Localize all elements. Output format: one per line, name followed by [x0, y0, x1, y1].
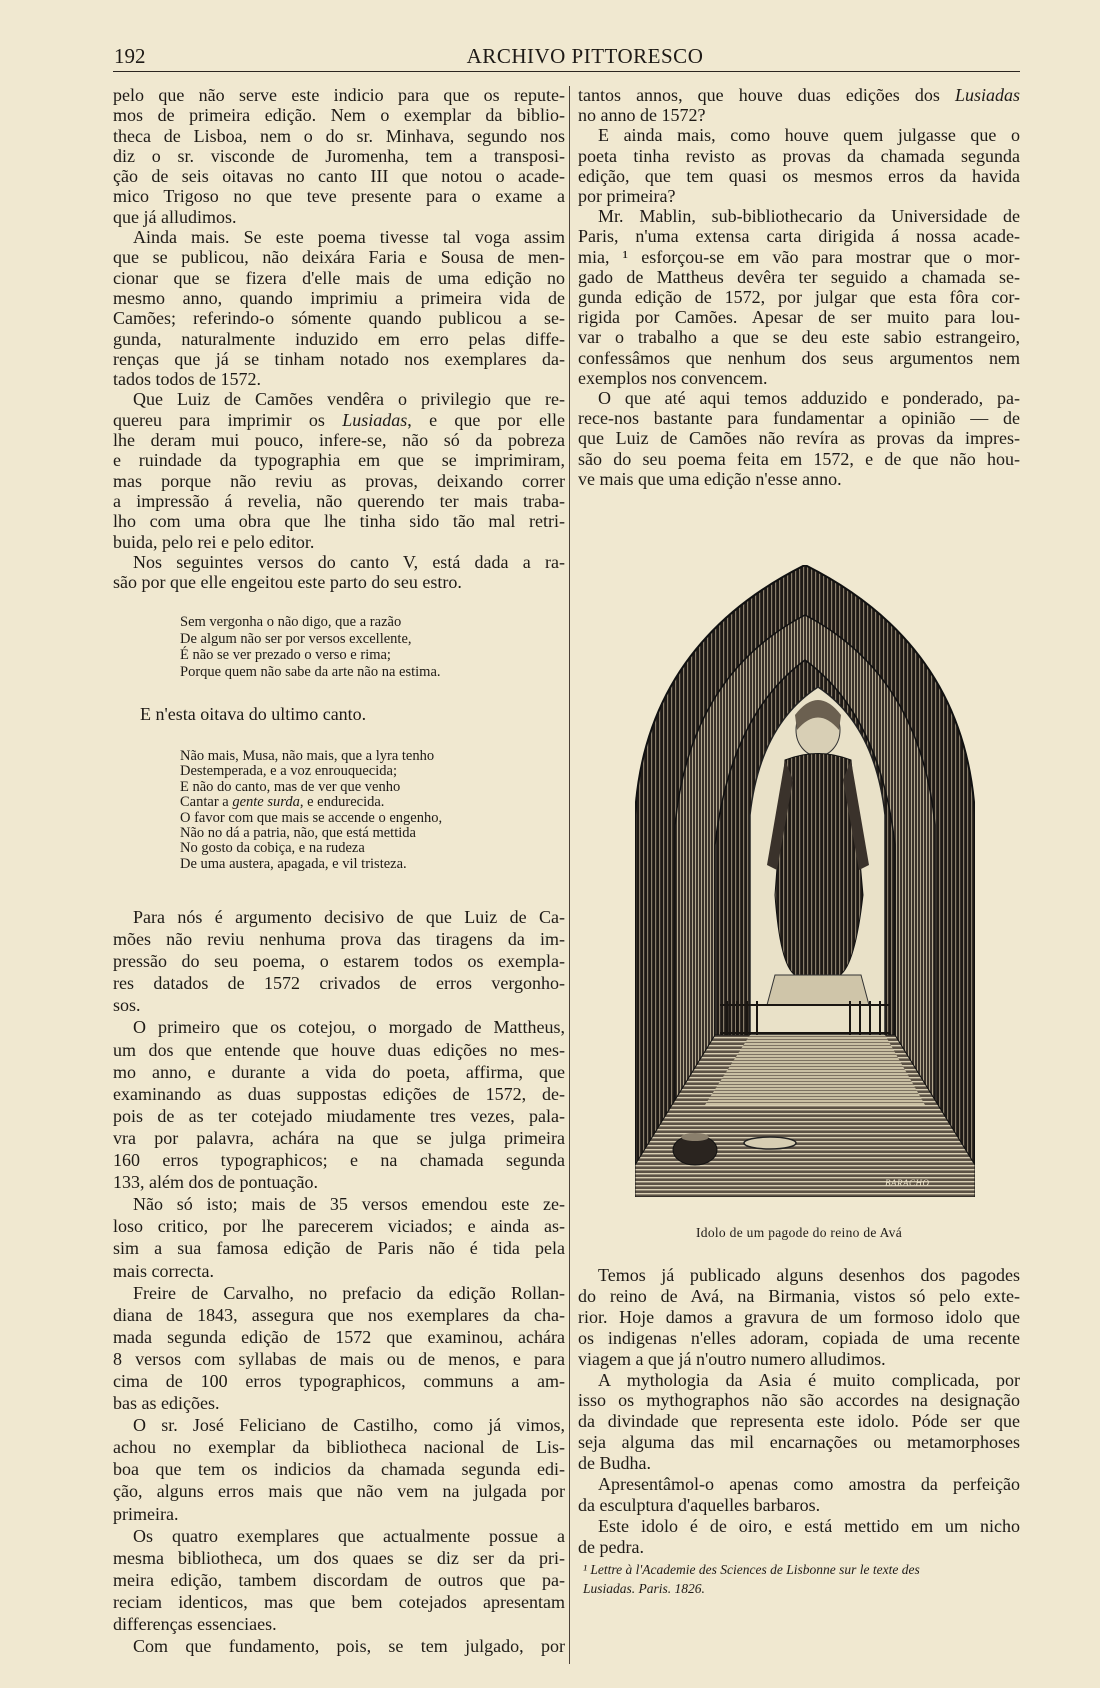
text-line: mos de primeira edição. Nem o exemplar da biblio- — [113, 105, 565, 126]
text-line: mo anno, e durante a vida do poeta, affirma, que — [113, 1061, 565, 1082]
text-line: ve mais que uma edição n'esse anno. — [578, 468, 842, 489]
text-line: gunda edição de 1572, por julgar que esta fôra cor- — [578, 287, 1020, 308]
text-line: os indigenas n'elles adoram, copiada de uma recente — [578, 1327, 1020, 1348]
text-line: do reino de Avá, na Birmania, vistos só pelo exte- — [578, 1285, 1020, 1306]
text-line — [578, 85, 1020, 105]
illustration-caption: Idolo de um pagode do reino de Avá — [695, 1225, 903, 1240]
text-line: cionar que se fizera d'elle mais de uma edição no — [113, 267, 565, 288]
engraving-idol-illustration — [635, 565, 975, 1197]
paragraph — [578, 388, 1020, 489]
column-divider — [569, 86, 570, 1664]
text-line: a impressão á revelia, não querendo ter mais traba- — [113, 490, 565, 511]
paragraph — [578, 206, 1020, 388]
paragraph — [113, 85, 565, 227]
paragraph — [578, 1370, 1020, 1475]
text-line: O sr. José Feliciano de Castilho, como já vimos, — [133, 1415, 565, 1436]
text-line: mesmo anno, quando imprimiu a primeira vida de — [113, 287, 565, 308]
text-span: , e que por elle — [407, 409, 565, 430]
text-line: meira edição, tambem discordam de outros que pa- — [113, 1569, 565, 1590]
text-line: edição, que tem quasi os mesmos erros da havida — [578, 165, 1020, 186]
text-line: isso os mythographos não são accordes na designação — [578, 1390, 1020, 1411]
text-line: seja alguma das mil encarnações ou metamorphoses — [578, 1432, 1020, 1453]
text-line: differenças essenciaes. — [113, 1614, 277, 1634]
text-line: mia, ¹ esforçou-se em vão para mostrar que o mor- — [578, 246, 1020, 267]
verse-quote-last-canto — [180, 749, 442, 872]
text-line: A mythologia da Asia é muito complicada, por — [598, 1369, 1020, 1390]
text-line: ção, alguns erros mais que não vem na julgada por — [113, 1481, 565, 1502]
right-column-top-text — [578, 85, 1020, 489]
text-line: O primeiro que os cotejou, o morgado de Mattheus, — [133, 1017, 565, 1038]
header-rule — [113, 71, 1020, 72]
text-line: Camões; referindo-o sómente quando publicou a se- — [113, 308, 565, 329]
text-line: Não mais, Musa, não mais, que a lyra tenho — [180, 748, 435, 764]
text-line: Não só isto; mais de 35 versos emendou este ze- — [133, 1194, 565, 1215]
text-span: quereu para imprimir os — [113, 409, 343, 430]
text-line: O que até aqui temos adduzido e ponderado, pa- — [598, 388, 1020, 409]
paragraph — [578, 125, 1020, 206]
text-line: renças que já se tinham notado nos exemplares da- — [113, 348, 565, 369]
text-line: exemplos nos convencem. — [578, 367, 768, 388]
footnote — [583, 1560, 1020, 1598]
text-line: ção de seis oitavas no canto III que notou o acade- — [113, 166, 565, 187]
text-line: 160 erros typographicos; e na chamada segunda — [113, 1150, 565, 1171]
italic-title: Lusiadas — [342, 409, 408, 430]
text-line: mas porque não reviu as provas, deixando correr — [113, 470, 565, 491]
text-line: que se publicou, não deixára Faria e Sousa de men- — [113, 247, 565, 268]
text-line: de Budha. — [578, 1453, 651, 1474]
text-line: Ainda mais. Se este poema tivesse tal voga assim — [133, 227, 565, 248]
text-line: Não no dá a patria, não, que está mettida — [180, 825, 416, 842]
paragraph — [113, 906, 565, 1016]
text-line: lho com uma obra que lhe tinha sido tão mal retri- — [113, 511, 565, 532]
text-line: O favor com que mais se accende o engenho, — [180, 809, 443, 826]
text-line: e ruindade da typographia em que se imprimiram, — [113, 450, 565, 471]
text-line: que Luiz de Camões não revíra as provas da impres- — [578, 428, 1020, 449]
text-line: vra por palavra, achára na que se julga primeira — [113, 1127, 565, 1148]
text-line: Paris, n'uma extensa carta dirigida á nossa acade- — [578, 226, 1020, 247]
pagoda-idol-engraving — [635, 565, 975, 1197]
text-line: viagem a que já n'outro numero alludimos. — [578, 1348, 886, 1369]
right-column-bottom-text — [578, 1265, 1020, 1558]
text-line: por primeira? — [578, 186, 676, 207]
text-line: Temos já publicado alguns desenhos dos pagodes — [598, 1265, 1020, 1285]
text-line: reciam identicos, mas que bem cotejados apresentam — [113, 1591, 565, 1612]
running-title: ARCHIVO PITTORESCO — [466, 44, 704, 68]
text-line: loso critico, por lhe parecerem viciados; e ainda as- — [113, 1216, 565, 1237]
text-line: rior. Hoje damos a gravura de um formoso idolo que — [578, 1306, 1020, 1327]
text-line: Nos seguintes versos do canto V, está dada a ra- — [133, 551, 565, 572]
text-line: É não se ver prezado o verso e rima; — [180, 647, 391, 663]
text-line: De uma austera, apagada, e vil tristeza. — [180, 855, 407, 872]
text-line: E não do canto, mas de ver que venho — [180, 778, 401, 795]
text-line: um dos que entende que houve duas edições no mes- — [113, 1039, 565, 1060]
text-line: ¹ Lettre à l'Academie des Sciences de Lisbonne sur le texte des — [583, 1562, 920, 1577]
text-line: Com que fundamento, pois, se tem julgado, por — [133, 1636, 565, 1657]
text-line: boa que tem os indicios da chamada segunda edi- — [113, 1459, 565, 1480]
paragraph — [578, 1516, 1020, 1558]
text-line: confessâmos que nenhum dos seus argumentos nem — [578, 347, 1020, 368]
italic-title: Lusiadas — [954, 85, 1020, 105]
text-line: pelo que não serve este indicio para que os repute- — [113, 85, 565, 105]
paragraph — [180, 749, 442, 872]
text-line: da esculptura d'aquelles barbaros. — [578, 1494, 821, 1515]
text-line: tados todos de 1572. — [113, 369, 261, 390]
paragraph — [583, 1560, 1020, 1598]
text-line: 133, além dos de pontuação. — [113, 1172, 318, 1193]
text-span: , e endurecida. — [299, 794, 385, 811]
text-line — [180, 795, 442, 810]
text-line: cima de 100 erros typographicos, communs a am- — [113, 1370, 565, 1391]
left-column-top-text — [113, 85, 565, 592]
text-line: Porque quem não sabe da arte não na estima. — [180, 663, 441, 680]
paragraph — [113, 389, 565, 551]
text-line: Freire de Carvalho, no prefacio da edição Rollan- — [133, 1282, 565, 1303]
paragraph — [113, 1193, 565, 1281]
text-line: mões não reviu nenhuma prova das tiragens da im- — [113, 929, 565, 950]
text-line: primeira. — [113, 1503, 179, 1524]
text-line: diz o sr. visconde de Juromenha, tem a transposi- — [113, 145, 565, 166]
text-line: 8 versos com syllabas de mais ou de menos, e para — [113, 1348, 565, 1369]
page-number: 192 — [114, 44, 146, 68]
text-line: Destemperada, e a voz enrouquecida; — [180, 763, 397, 780]
text-line: sim a sua famosa edição de Paris não é tida pela — [113, 1238, 565, 1259]
text-line: res datados de 1572 crivados de erros vergonho- — [113, 973, 565, 994]
italic-title: gente surda — [232, 794, 300, 811]
left-column-bottom-text — [113, 906, 565, 1657]
text-line: bas as edições. — [113, 1393, 220, 1414]
text-line: mico Trigoso no que teve presente para o exame a — [113, 186, 565, 207]
text-line: lhe deram mui pouco, infere-se, não só da pobreza — [113, 430, 565, 451]
text-line: pois de as ter cotejado miudamente tres vezes, pala- — [113, 1105, 565, 1126]
paragraph — [113, 1635, 565, 1657]
text-line: são por que elle engeitou este parto do seu estro. — [113, 572, 462, 593]
text-line: Lusiadas. Paris. 1826. — [583, 1581, 705, 1596]
text-span: tantos annos, que houve duas edições dos — [578, 85, 955, 105]
text-line: achou no exemplar da bibliotheca nacional de Lis- — [113, 1437, 565, 1458]
text-line: mesma bibliotheca, um dos quaes se diz ser da pri- — [113, 1547, 565, 1568]
text-line: pressão do seu poema, o estarem todos os exempla- — [113, 951, 565, 972]
paragraph — [578, 85, 1020, 125]
paragraph — [113, 1282, 565, 1415]
text-line: que já alludimos. — [113, 206, 237, 227]
text-line: buida, pelo rei e pelo editor. — [113, 531, 315, 552]
text-line: Este idolo é de oiro, e está mettido em um nicho — [598, 1515, 1020, 1536]
text-line: são do seu poema feita em 1572, e de que não hou- — [578, 448, 1020, 469]
paragraph — [113, 1525, 565, 1635]
paragraph — [113, 227, 565, 389]
text-line: No gosto da cobiça, e na rudeza — [180, 840, 365, 857]
text-line: rece-nos bastante para fundamentar a opinião — de — [578, 408, 1020, 429]
text-line: mada segunda edição de 1572 que examinou, achára — [113, 1326, 565, 1347]
paragraph — [113, 1414, 565, 1524]
text-line: no anno de 1572? — [578, 105, 706, 126]
paragraph — [578, 1265, 1020, 1370]
text-line: rigida por Camões. Apesar de ser muito para lou- — [578, 307, 1020, 328]
text-line: mais correcta. — [113, 1260, 214, 1281]
text-line: E ainda mais, como houve quem julgasse que o — [598, 125, 1020, 146]
paragraph — [113, 552, 565, 593]
text-line: gunda, naturalmente induzido em erro pelas diffe- — [113, 328, 565, 349]
text-line: var o trabalho a que se deu este sabio estrangeiro, — [578, 327, 1020, 348]
text-line: sos. — [113, 995, 141, 1016]
text-line: theca de Lisboa, nem o do sr. Minhava, segundo nos — [113, 125, 565, 146]
text-line: de pedra. — [578, 1536, 644, 1557]
text-line: gado de Mattheus devêra ter seguido a chamada se- — [578, 266, 1020, 287]
text-line: Para nós é argumento decisivo de que Luiz de Ca- — [133, 907, 565, 927]
text-span: Cantar a — [180, 794, 233, 811]
paragraph — [578, 1474, 1020, 1516]
text-line: poeta tinha revisto as provas da chamada segunda — [578, 145, 1020, 166]
text-line: diana de 1843, assegura que nos exemplares da cha- — [113, 1304, 565, 1325]
text-line: Sem vergonha o não digo, que a razão — [180, 614, 402, 630]
text-line: Os quatro exemplares que actualmente possue a — [133, 1525, 565, 1546]
engraver-signature: BARACHO — [885, 1178, 930, 1188]
paragraph — [180, 614, 441, 680]
text-line: Que Luiz de Camões vendêra o privilegio que re- — [133, 389, 565, 410]
text-line — [113, 410, 565, 430]
text-line: De algum não ser por versos excellente, — [180, 630, 412, 647]
text-line: Apresentâmol-o apenas como amostra da perfeição — [598, 1474, 1020, 1495]
paragraph — [113, 1016, 565, 1193]
text-line: da divindade que representa este idolo. Póde ser que — [578, 1411, 1020, 1432]
text-line: Mr. Mablin, sub-bibliothecario da Universidade de — [598, 206, 1020, 227]
text-line: examinando as duas suppostas edições de 1572, de- — [113, 1083, 565, 1104]
verse-quote-canto-v — [180, 614, 441, 680]
verse-intro: E n'esta oitava do ultimo canto. — [140, 704, 367, 724]
